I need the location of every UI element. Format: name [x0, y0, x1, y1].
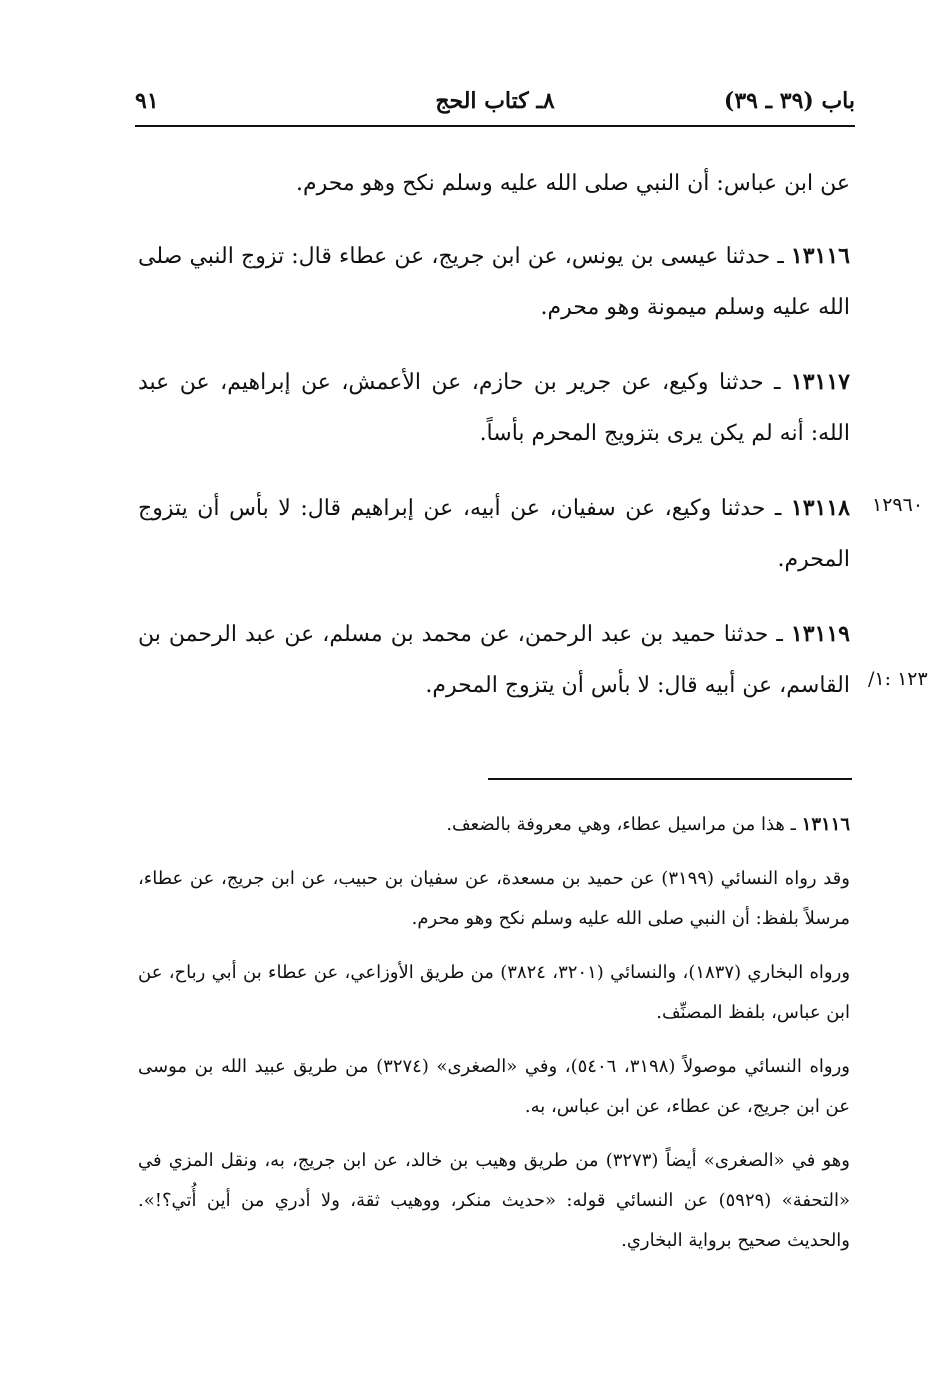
- footnote-divider: [488, 778, 852, 780]
- header-divider: [135, 125, 855, 127]
- footnote-text: وهو في «الصغرى» أيضاً (٣٢٧٣) من طريق وهيب بن خالد، عن ابن جريج، به، ونقل المزي في «التحفة» (٥٩٢٩) عن النسائي قوله: «حديث منكر، ووهيب ثقة، ولا أدري من أين أُتي؟!». والحديث صحيح برواية البخاري.: [138, 1150, 851, 1251]
- footnote-text: وقد رواه النسائي (٣١٩٩) عن حميد بن مسعدة، عن سفيان بن حبيب، عن ابن جريج، عن عطاء، مرسلاً بلفظ: أن النبي صلى الله عليه وسلم نكح وهو محرم.: [138, 868, 850, 929]
- book-title: ٨ـ كتاب الحج: [435, 88, 555, 114]
- footnote-text: ـ هذا من مراسيل عطاء، وهي معروفة بالضعف.: [446, 814, 802, 835]
- hadith-paragraph: [138, 158, 850, 209]
- footnote-text: ورواه البخاري (١٨٣٧)، والنسائي (٣٢٠١، ٣٨٢٤) من طريق الأوزاعي، عن عطاء بن أبي رباح، عن ابن عباس، بلفظ المصنِّف.: [138, 962, 851, 1023]
- footnote: [138, 859, 850, 939]
- hadith-number: ١٣١١٧: [790, 369, 850, 395]
- hadith-paragraph: [138, 609, 850, 711]
- footnote: [138, 953, 850, 1033]
- footnote-text: ورواه النسائي موصولاً (٣١٩٨، ٥٤٠٦)، وفي «الصغرى» (٣٢٧٤) من طريق عبيد الله بن موسى عن ابن جريج، عن عطاء، عن ابن عباس، به.: [138, 1056, 850, 1117]
- margin-reference: ١٢٣ :١/: [868, 668, 928, 690]
- hadith-text: ـ حدثنا عيسى بن يونس، عن ابن جريج، عن عطاء قال: تزوج النبي صلى الله عليه وسلم ميمونة وهو محرم.: [138, 244, 850, 320]
- footnote: [138, 1047, 850, 1127]
- footnotes: [138, 805, 850, 1275]
- hadith-number: ١٣١١٦: [790, 243, 850, 269]
- hadith-paragraph: [138, 483, 850, 585]
- page-number: ٩١: [135, 88, 159, 114]
- hadith-number: ١٣١١٩: [790, 621, 850, 647]
- main-text: [138, 158, 850, 735]
- page-header: [135, 86, 855, 120]
- footnote: [138, 1141, 850, 1261]
- margin-reference: ١٢٩٦٠: [872, 494, 924, 516]
- footnote: [138, 805, 850, 845]
- hadith-text: عن ابن عباس: أن النبي صلى الله عليه وسلم نكح وهو محرم.: [295, 171, 850, 196]
- hadith-paragraph: [138, 357, 850, 459]
- hadith-text: ـ حدثنا وكيع، عن سفيان، عن أبيه، عن إبراهيم قال: لا بأس أن يتزوج المحرم.: [138, 496, 850, 572]
- hadith-paragraph: [138, 231, 850, 333]
- footnote-number: ١٣١١٦: [801, 814, 850, 835]
- hadith-text: ـ حدثنا حميد بن عبد الرحمن، عن محمد بن مسلم، عن عبد الرحمن بن القاسم، عن أبيه قال: لا بأس أن يتزوج المحرم.: [138, 622, 850, 698]
- hadith-text: ـ حدثنا وكيع، عن جرير بن حازم، عن الأعمش، عن إبراهيم، عن عبد الله: أنه لم يكن يرى بتزويج المحرم بأساً.: [138, 370, 850, 446]
- chapter-reference: باب (٣٩ ـ ٣٩): [723, 88, 855, 114]
- hadith-number: ١٣١١٨: [790, 495, 850, 521]
